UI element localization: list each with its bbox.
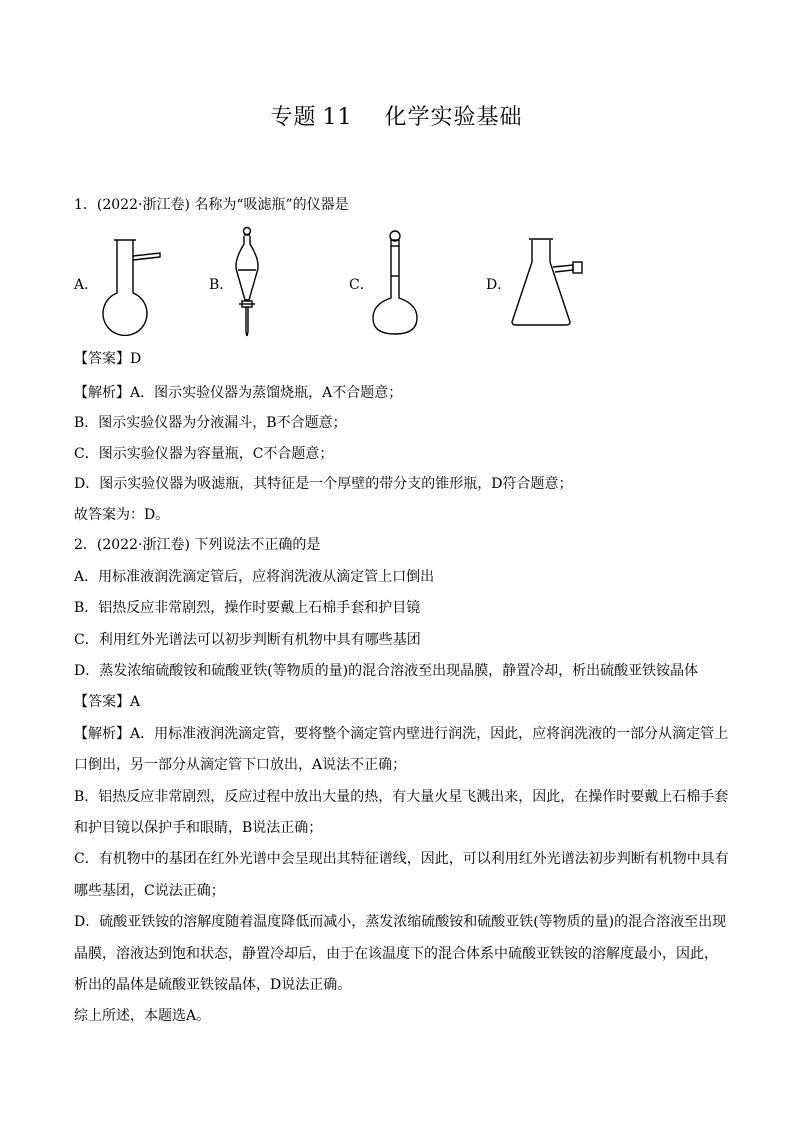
q2-analysis-line: 晶膜，溶液达到饱和状态，静置冷却后，由于在该温度下的混合体系中硫酸亚铁铵的溶解度最小，因此， bbox=[74, 946, 718, 962]
page-title bbox=[0, 100, 793, 131]
q2-analysis-line: 【解析】A．用标准液润洗滴定管，要将整个滴定管内壁进行润洗，因此，应将润洗液的一部分从滴定管上 bbox=[74, 726, 729, 742]
separatory-funnel-icon bbox=[225, 222, 275, 342]
q2-option-b: B．铝热反应非常剧烈，操作时要戴上石棉手套和护目镜 bbox=[74, 600, 421, 616]
q2-answer: 【答案】A bbox=[74, 694, 141, 710]
q2-option-d: D．蒸发浓缩硫酸铵和硫酸亚铁(等物质的量)的混合溶液至出现晶膜，静置冷却，析出硫酸亚铁铵晶体 bbox=[74, 663, 699, 679]
volumetric-flask-icon bbox=[365, 228, 425, 340]
q2-analysis-line: D．硫酸亚铁铵的溶解度随着温度降低而减小，蒸发浓缩硫酸铵和硫酸亚铁(等物质的量)的混合溶液至出现 bbox=[74, 914, 727, 930]
q1-stem: 1．(2022·浙江卷) 名称为“吸滤瓶”的仪器是 bbox=[74, 197, 349, 213]
q1-analysis-line: 故答案为：D。 bbox=[74, 507, 170, 523]
q1-analysis-line: C．图示实验仪器为容量瓶，C不合题意； bbox=[74, 446, 334, 462]
q2-option-c: C．利用红外光谱法可以初步判断有机物中具有哪些基团 bbox=[74, 632, 421, 648]
distillation-flask-icon bbox=[90, 236, 170, 336]
q2-analysis-line: 哪些基团，C说法正确； bbox=[74, 883, 225, 899]
q1-option-b-label: B． bbox=[209, 277, 234, 293]
title-number: 11 bbox=[322, 105, 353, 130]
q2-stem: 2．(2022·浙江卷) 下列说法不正确的是 bbox=[74, 537, 321, 553]
q1-analysis-line: B．图示实验仪器为分液漏斗，B不合题意； bbox=[74, 415, 347, 431]
title-subject: 化学实验基础 bbox=[384, 105, 523, 130]
suction-flask-icon bbox=[505, 234, 595, 330]
q2-analysis-line: B．铝热反应非常剧烈，反应过程中放出大量的热，有大量火星飞溅出来，因此，在操作时要戴上石棉手套 bbox=[74, 789, 729, 805]
q1-option-d-label: D． bbox=[486, 277, 512, 293]
title-main: 专题 bbox=[270, 105, 317, 130]
q2-analysis-line: 口倒出，另一部分从滴定管下口放出，A说法不正确； bbox=[74, 757, 407, 773]
q2-analysis-line: 析出的晶体是硫酸亚铁铵晶体，D说法正确。 bbox=[74, 977, 352, 993]
q1-analysis-line: D．图示实验仪器为吸滤瓶，其特征是一个厚壁的带分支的锥形瓶，D符合题意； bbox=[74, 476, 573, 492]
q1-answer: 【答案】D bbox=[74, 351, 142, 367]
q1-analysis-line: 【解析】A．图示实验仪器为蒸馏烧瓶，A不合题意； bbox=[74, 385, 403, 401]
q2-analysis-line: 综上所述，本题选A。 bbox=[74, 1008, 211, 1024]
q1-option-c-label: C． bbox=[349, 277, 374, 293]
q2-analysis-line: C．有机物中的基团在红外光谱中会呈现出其特征谱线，因此，可以利用红外光谱法初步判断有机物中具有 bbox=[74, 851, 729, 867]
q1-option-a-label: A． bbox=[74, 277, 99, 293]
q2-analysis-line: 和护目镜以保护手和眼睛，B说法正确； bbox=[74, 820, 323, 836]
q2-option-a: A．用标准液润洗滴定管后，应将润洗液从滴定管上口倒出 bbox=[74, 569, 435, 585]
